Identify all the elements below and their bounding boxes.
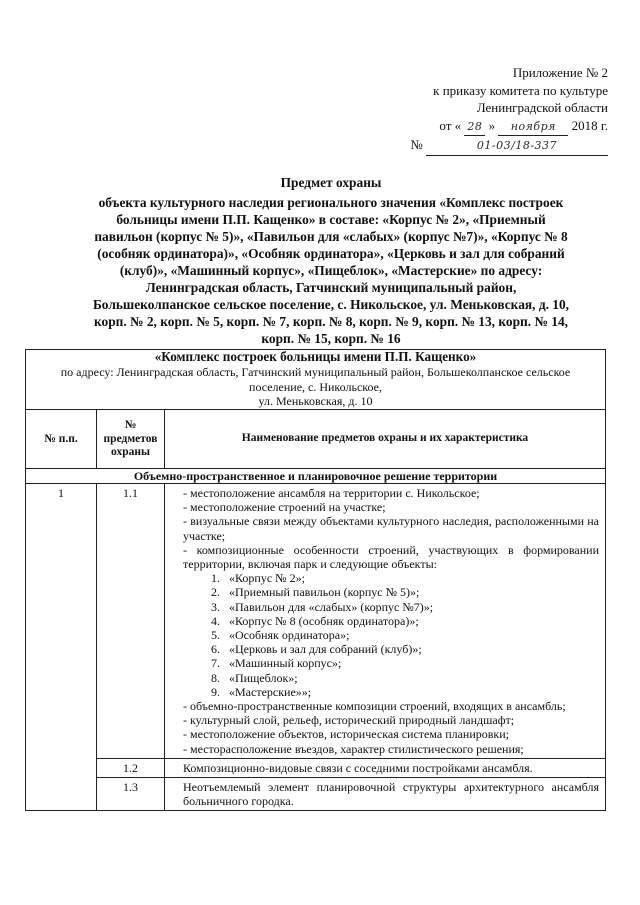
item-index: 2. <box>211 585 220 600</box>
subject-description <box>165 777 606 810</box>
section-row <box>26 468 606 483</box>
subject-item: - композиционные особенности строений, участвующих в формировании территории, включая парк и следующие объекты: <box>183 542 599 571</box>
item-index: 1. <box>211 571 220 586</box>
subject-item: - визуальные связи между объектами культурного наследия, расположенными на участке; <box>183 514 599 543</box>
section-title: Объемно-пространственное и планировочное решение территории <box>26 468 606 483</box>
numbered-item <box>171 614 599 628</box>
complex-address-line: ул. Меньковская, д. 10 <box>258 394 373 409</box>
appendix-date <box>390 117 608 137</box>
col-header-subject-num: № предметов охраны <box>97 409 165 468</box>
table-row <box>26 758 606 777</box>
title-line: корп. № 15, корп. № 16 <box>261 331 401 346</box>
subject-description <box>165 483 606 758</box>
title-line: Большеколпанское сельское поселение, с. Никольское, ул. Меньковская, д. 10, <box>92 297 570 312</box>
numbered-item <box>171 571 599 585</box>
doc-number-value: 01-03/18-337 <box>426 137 608 156</box>
subject-item: - объемно-пространственные композиции строений, входящих в ансамбль; <box>183 698 566 713</box>
title-line: больницы имени П.П. Кащенко» в составе: «Корпус № 2», «Приемный <box>116 212 546 227</box>
item-index: 9. <box>211 684 220 699</box>
row-number: 1 <box>26 483 97 810</box>
table-row <box>26 777 606 810</box>
complex-title: «Комплекс построек больницы имени П.П. Кащенко» <box>154 349 477 364</box>
appendix-region: Ленинградской области <box>476 100 608 115</box>
complex-address-line: по адресу: Ленинградская область, Гатчинский муниципальный район, Большеколпанское сельское <box>60 365 571 380</box>
subject-item: - месторасположение въездов, характер стилистического решения; <box>183 741 524 756</box>
numbered-item <box>171 585 599 599</box>
document-title <box>52 174 610 347</box>
item-text: «Приемный павильон (корпус № 5)»; <box>229 585 420 600</box>
title-line: объекта культурного наследия регионального значения «Комплекс построек <box>98 195 564 210</box>
item-text: «Особняк ординатора»; <box>229 627 350 642</box>
numbered-item <box>171 642 599 656</box>
subject-item: - культурный слой, рельеф, исторический природный ландшафт; <box>183 713 515 728</box>
table-header-complex <box>26 350 606 410</box>
numbered-item <box>171 656 599 670</box>
subject-number: 1.1 <box>97 483 165 758</box>
item-index: 4. <box>211 613 220 628</box>
title-line: (особняк ординатора)», «Особняк ординатора», «Церковь и зал для собраний <box>97 246 565 261</box>
item-index: 5. <box>211 627 220 642</box>
protection-table <box>25 349 606 811</box>
item-index: 7. <box>211 656 220 671</box>
table-row <box>26 483 606 758</box>
date-day: 28 <box>464 118 485 137</box>
subject-item: - местоположение ансамбля на территории с. Никольское; <box>183 485 480 500</box>
numbered-item <box>171 671 599 685</box>
subject-item: - местоположение объектов, историческая система планировки; <box>183 727 510 742</box>
title-line: Ленинградская область, Гатчинский муниципальный район, <box>145 280 517 295</box>
numbered-item <box>171 685 599 699</box>
appendix-block <box>390 64 608 156</box>
item-text: «Корпус № 8 (особняк ординатора)»; <box>229 613 419 628</box>
item-text: «Павильон для «слабых» (корпус №7)»; <box>229 599 434 614</box>
date-month: ноября <box>498 118 568 137</box>
item-text: «Церковь и зал для собраний (клуб)»; <box>229 642 422 657</box>
item-index: 3. <box>211 599 220 614</box>
subject-item: - местоположение строений на участке; <box>183 500 386 515</box>
complex-address-line: поселение, с. Никольское, <box>249 379 382 394</box>
title-line: (клуб)», «Машинный корпус», «Пищеблок», «Мастерские» по адресу: <box>119 263 543 278</box>
item-text: «Мастерские»»; <box>229 684 312 699</box>
date-year: 2018 г. <box>571 117 608 133</box>
subject-item: Неотъемлемый элемент планировочной структуры архитектурного ансамбля больничного городка. <box>183 779 599 809</box>
title-line: корп. № 2, корп. № 5, корп. № 7, корп. № 8, корп. № 9, корп. № 13, корп. № 14, <box>93 314 569 329</box>
date-mid: » <box>488 117 496 133</box>
doc-number-label: № <box>410 137 423 152</box>
numbered-item <box>171 628 599 642</box>
item-text: «Корпус № 2»; <box>229 571 305 586</box>
subject-number: 1.3 <box>97 777 165 810</box>
title-line: павильон (корпус № 5)», «Павильон для «слабых» (корпус №7)», «Корпус № 8 <box>94 229 568 244</box>
column-headers <box>26 409 606 468</box>
numbered-item <box>171 600 599 614</box>
item-text: «Пищеблок»; <box>229 670 298 685</box>
col-header-description: Наименование предметов охраны и их характеристика <box>165 409 606 468</box>
subject-item: Композиционно-видовые связи с соседними постройками ансамбля. <box>183 760 533 775</box>
title-heading: Предмет охраны <box>280 175 382 190</box>
appendix-doc-number <box>390 136 608 156</box>
item-text: «Машинный корпус»; <box>229 656 342 671</box>
subject-number: 1.2 <box>97 758 165 777</box>
appendix-number: Приложение № 2 <box>512 65 608 80</box>
col-header-num: № п.п. <box>26 409 97 468</box>
item-index: 8. <box>211 670 220 685</box>
item-index: 6. <box>211 642 220 657</box>
complex-header-cell <box>26 350 606 410</box>
appendix-order-ref: к приказу комитета по культуре <box>433 82 608 98</box>
subject-description <box>165 758 606 777</box>
date-prefix: от « <box>439 117 462 133</box>
